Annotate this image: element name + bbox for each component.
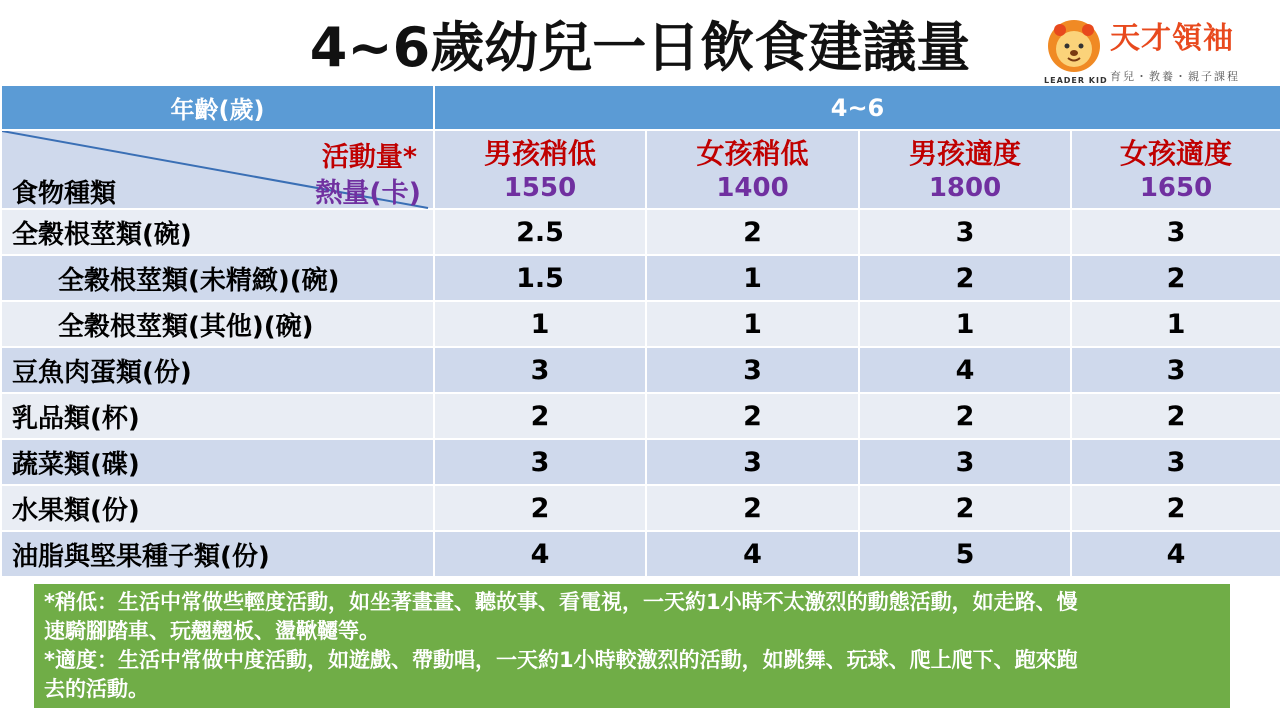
note-moderate-line-1: *適度：生活中常做中度活動，如遊戲、帶動唱，一天約1小時較激烈的活動，如跳舞、玩球、爬上爬下、跑來跑 (44, 648, 1078, 672)
age-value: 4~6 (434, 85, 1280, 130)
serving-value: 1 (646, 255, 859, 301)
table-row (1, 439, 1280, 485)
food-name: 全穀根莖類(碗) (1, 209, 434, 255)
brand-leader-text: LEADER KID (1044, 76, 1108, 85)
food-type-label: 食物種類 (12, 179, 117, 209)
group-header-girl-low (646, 130, 859, 209)
serving-value: 3 (646, 347, 859, 393)
group-label: 女孩適度 (1120, 136, 1233, 170)
table-row (1, 301, 1280, 347)
food-name: 乳品類(杯) (1, 393, 434, 439)
food-name: 水果類(份) (1, 485, 434, 531)
group-label: 男孩適度 (908, 136, 1021, 170)
brand-logo (1044, 18, 1274, 84)
serving-value: 2 (1071, 485, 1280, 531)
note-moderate-line-2: 去的活動。 (44, 677, 149, 701)
group-header-girl-moderate (1071, 130, 1280, 209)
serving-value: 2 (1071, 393, 1280, 439)
serving-value: 2 (646, 209, 859, 255)
table-row (1, 393, 1280, 439)
serving-value: 3 (1071, 347, 1280, 393)
activity-label: 活動量* (321, 142, 417, 173)
group-calories: 1650 (1139, 172, 1213, 203)
table-row (1, 485, 1280, 531)
serving-value: 2 (859, 255, 1071, 301)
table-row (1, 531, 1280, 577)
serving-value: 2 (1071, 255, 1280, 301)
group-calories: 1400 (716, 172, 789, 203)
serving-value: 3 (1071, 439, 1280, 485)
serving-value: 3 (859, 439, 1071, 485)
food-name: 豆魚肉蛋類(份) (1, 347, 434, 393)
serving-value: 3 (434, 347, 646, 393)
diet-table (0, 84, 1280, 578)
serving-value: 2 (859, 393, 1071, 439)
age-header-row (1, 85, 1280, 130)
food-name: 油脂與堅果種子類(份) (1, 531, 434, 577)
group-header-boy-moderate (859, 130, 1071, 209)
note-low-line-1: *稍低：生活中常做些輕度活動，如坐著畫畫、聽故事、看電視，一天約1小時不太激烈的動態活動，如走路、慢 (44, 590, 1078, 614)
serving-value: 3 (859, 209, 1071, 255)
serving-value: 3 (1071, 209, 1280, 255)
age-label: 年齡(歲) (1, 85, 434, 130)
serving-value: 3 (434, 439, 646, 485)
table-row (1, 209, 1280, 255)
group-header-boy-low (434, 130, 646, 209)
brand-tagline: 育兒・教養・親子課程 (1110, 70, 1240, 83)
group-calories: 1800 (928, 172, 1002, 203)
serving-value: 4 (1071, 531, 1280, 577)
brand-name: 天才領袖 (1110, 21, 1234, 56)
page-title: 4~6歲幼兒一日飲食建議量 (309, 16, 971, 79)
serving-value: 4 (434, 531, 646, 577)
corner-header-cell (1, 130, 434, 209)
group-header-row (1, 130, 1280, 209)
table-row (1, 255, 1280, 301)
food-name: 全穀根莖類(其他)(碗) (1, 301, 434, 347)
serving-value: 5 (859, 531, 1071, 577)
serving-value: 1.5 (434, 255, 646, 301)
serving-value: 2 (646, 485, 859, 531)
serving-value: 4 (859, 347, 1071, 393)
food-name: 蔬菜類(碟) (1, 439, 434, 485)
serving-value: 2 (434, 393, 646, 439)
serving-value: 3 (646, 439, 859, 485)
serving-value: 4 (646, 531, 859, 577)
serving-value: 1 (646, 301, 859, 347)
serving-value: 2 (859, 485, 1071, 531)
calorie-label: 熱量(卡) (315, 178, 421, 209)
serving-value: 2 (646, 393, 859, 439)
group-calories: 1550 (503, 172, 577, 203)
serving-value: 2 (434, 485, 646, 531)
serving-value: 2.5 (434, 209, 646, 255)
activity-notes (34, 584, 1230, 708)
table-row (1, 347, 1280, 393)
serving-value: 1 (859, 301, 1071, 347)
food-name: 全穀根莖類(未精緻)(碗) (1, 255, 434, 301)
group-label: 女孩稍低 (696, 136, 809, 170)
lion-icon (1044, 18, 1104, 76)
note-low-line-2: 速騎腳踏車、玩翹翹板、盪鞦韆等。 (44, 619, 380, 643)
serving-value: 1 (1071, 301, 1280, 347)
group-label: 男孩稍低 (483, 136, 596, 170)
serving-value: 1 (434, 301, 646, 347)
